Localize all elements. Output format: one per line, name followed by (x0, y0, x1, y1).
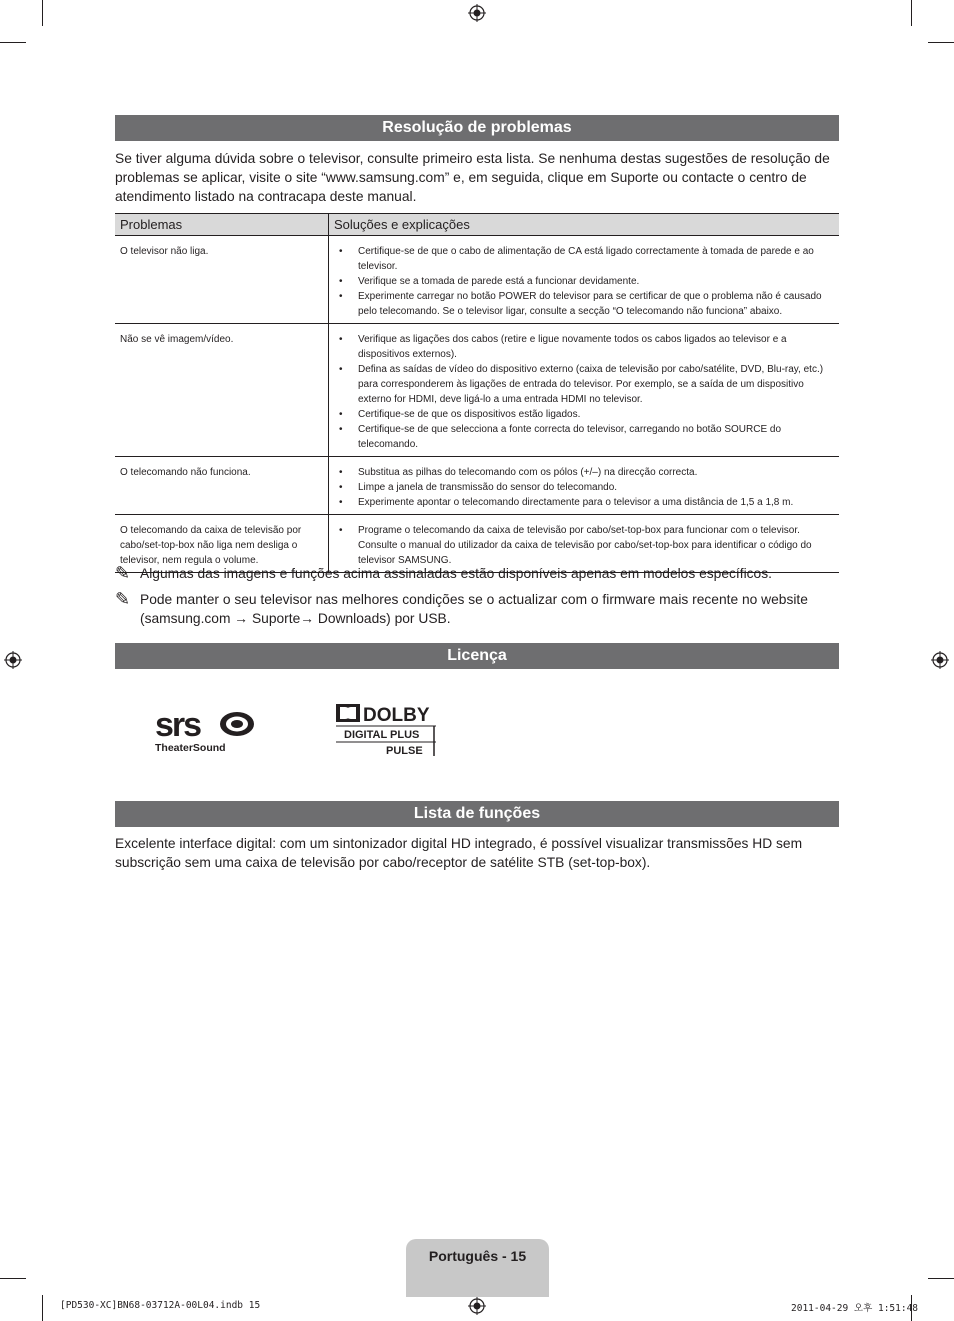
srs-logo-sub: TheaterSound (155, 742, 226, 754)
problem-cell: O telecomando não funciona. (115, 457, 329, 515)
crop-mark (42, 0, 43, 26)
table-header-row (115, 214, 839, 236)
troubleshooting-table (115, 213, 839, 573)
dolby-logo-line2: PULSE (386, 745, 423, 757)
srs-theatersound-logo (155, 706, 257, 754)
pencil-note-icon: ✎ (115, 589, 131, 609)
registration-mark-icon (468, 1297, 486, 1315)
solution-item: • Verifique as ligações dos cabos (retire e ligue novamente todos os cabos ligados ao televisor e a dispositivos externos). (334, 332, 834, 362)
solution-item: • Defina as saídas de vídeo do dispositivo externo (caixa de televisão por cabo/satélite, DVD, Blu-ray, etc.) para corresponderem às ligações de entrada do televisor. Por exemplo, se a saída de um dispositivo externo for HDMI, deve ligá-lo a uma entrada HDMI no televisor. (334, 362, 834, 407)
troubleshooting-intro: Se tiver alguma dúvida sobre o televisor, consulte primeiro esta lista. Se nenhuma destas sugestões de resolução de problemas se aplicar, visite o site “www.samsung.com” e, em seguida, clique em Suporte ou contacte o centro de atendimento listado na contracapa deste manual. (115, 151, 830, 204)
crop-mark (928, 42, 954, 43)
problem-cell: Não se vê imagem/vídeo. (115, 324, 329, 457)
note-item (115, 590, 815, 628)
solution-item: • Experimente carregar no botão POWER do televisor para se certificar de que o problema não é causado pelo telecomando. Se o televisor ligar, consulte a secção “O telecomando não funciona” abaixo. (334, 289, 834, 319)
crop-mark (911, 0, 912, 26)
solution-item: • Programe o telecomando da caixa de televisão por cabo/set-top-box para funcionar com o televisor. Consulte o manual do utilizador da caixa de televisão por cabo/set-top-box para identificar o código do televisor SAMSUNG. (334, 523, 834, 568)
print-slug-date: 2011-04-29 오후 1:51:48 (791, 1303, 919, 1314)
section-title-license: Licença (115, 643, 839, 669)
column-header-problems: Problemas (115, 214, 329, 236)
table-row (115, 457, 839, 515)
problem-cell: O telecomando da caixa de televisão por cabo/set-top-box não liga nem desliga o televisor, nem regula o volume. (115, 515, 329, 573)
dolby-logo-mark: DOLBY (363, 705, 430, 726)
solutions-cell (329, 324, 840, 457)
solution-item: • Certifique-se de que selecciona a fonte correcta do televisor, carregando no botão SOURCE do telecomando. (334, 422, 834, 452)
solution-item: • Verifique se a tomada de parede está a funcionar devidamente. (334, 274, 834, 289)
crop-mark (928, 1278, 954, 1279)
column-header-solutions: Soluções e explicações (329, 214, 840, 236)
problem-cell: O televisor não liga. (115, 236, 329, 324)
note-text: Pode manter o seu televisor nas melhores condições se o actualizar com o firmware mais recente no website (samsung.com → Suporte→ Downloads) por USB. (140, 592, 808, 626)
table-row (115, 236, 839, 324)
dolby-logo-line1: DIGITAL PLUS (344, 729, 420, 741)
solutions-cell (329, 236, 840, 324)
srs-logo-mark: srs (155, 706, 201, 744)
features-text: Excelente interface digital: com um sintonizador digital HD integrado, é possível visualizar transmissões HD sem subscrição sem uma caixa de televisão por cabo/receptor de satélite STB (set-top-box). (115, 836, 803, 870)
section-title-troubleshooting: Resolução de problemas (115, 115, 839, 141)
crop-mark (42, 1295, 43, 1321)
pencil-note-icon: ✎ (115, 563, 131, 583)
solution-item: • Certifique-se de que o cabo de alimentação de CA está ligado correctamente à tomada de parede e ao televisor. (334, 244, 834, 274)
note-item (115, 564, 815, 583)
solution-item: • Limpe a janela de transmissão do sensor do telecomando. (334, 480, 834, 495)
print-slug-file: [PD530-XC]BN68-03712A-00L04.indb 15 (60, 1300, 261, 1311)
registration-mark-icon (468, 4, 486, 22)
solution-item: • Substitua as pilhas do telecomando com os pólos (+/–) na direcção correcta. (334, 465, 834, 480)
registration-mark-icon (4, 651, 22, 669)
table-row (115, 324, 839, 457)
page-number-tab: Português - 15 (406, 1239, 549, 1297)
dolby-digital-plus-pulse-logo (336, 704, 438, 758)
solution-item: • Certifique-se de que os dispositivos estão ligados. (334, 407, 834, 422)
note-text: Algumas das imagens e funções acima assinaladas estão disponíveis apenas em modelos específicos. (140, 566, 772, 581)
solution-item: • Experimente apontar o telecomando directamente para o televisor a uma distância de 1,5 a 1,8 m. (334, 495, 834, 510)
registration-mark-icon (931, 651, 949, 669)
section-title-features: Lista de funções (115, 801, 839, 827)
solutions-cell (329, 457, 840, 515)
crop-mark (0, 1278, 26, 1279)
crop-mark (0, 42, 26, 43)
